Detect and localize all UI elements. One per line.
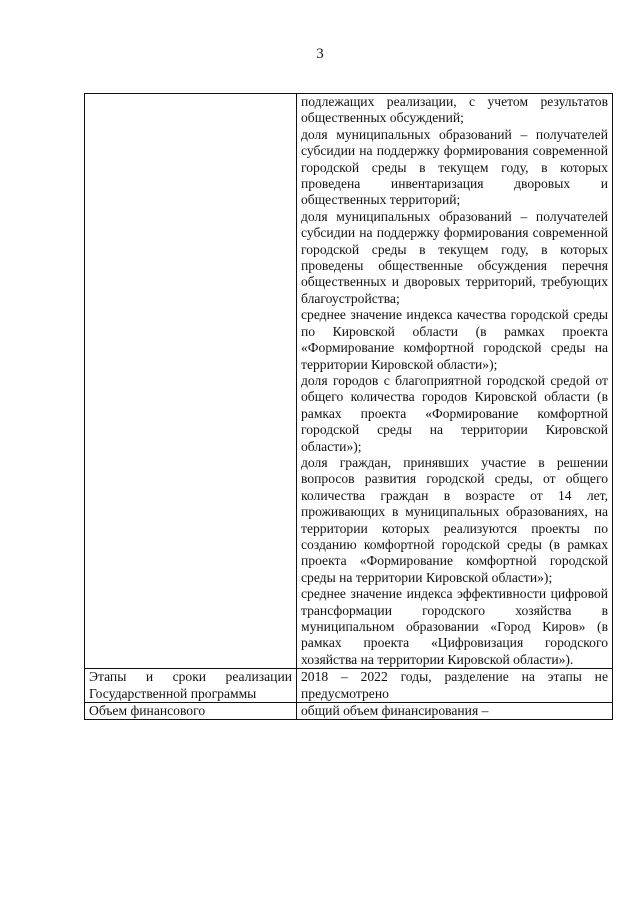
- row-label: Объем финансового: [85, 703, 297, 720]
- indicator-item: подлежащих реализации, с учетом результатов общественных обсуждений;: [301, 94, 608, 126]
- funding-text: общий объем финансирования –: [301, 703, 489, 719]
- row-value: [297, 94, 613, 669]
- indicator-item: доля муниципальных образований – получателей субсидии на поддержку формирования современной городской среды в текущем году, в которых проведена инвентаризация дворовых и общественных территорий;: [301, 126, 608, 208]
- row-label: [85, 94, 297, 669]
- stages-text: 2018 – 2022 годы, разделение на этапы не предусмотрено: [301, 669, 608, 701]
- indicator-item: среднее значение индекса качества городской среды по Кировской области (в рамках проекта «Формирование комфортной городской среды на территории Кировской области»);: [301, 307, 608, 372]
- table-row-funding: [85, 703, 613, 720]
- indicator-item: среднее значение индекса эффективности цифровой трансформации городского хозяйства в муниципальном образовании «Город Киров» (в рамках проекта «Цифровизация городского хозяйства на территории Кировской области»).: [301, 586, 608, 667]
- indicator-item: доля муниципальных образований – получателей субсидии на поддержку формирования современной городской среды в текущем году, в которых проведены общественные обсуждения перечня общественных и дворовых территорий, требующих благоустройства;: [301, 208, 608, 306]
- indicator-item: доля граждан, принявших участие в решении вопросов развития городской среды, от общего количества граждан в возрасте от 14 лет, проживающих в муниципальных образованиях, на территории которых реализуются проекты по созданию комфортной городской среды (в рамках проекта «Формирование комфортной городской среды на территории Кировской области»);: [301, 454, 608, 585]
- indicator-item: доля городов с благоприятной городской средой от общего количества городов Кировской области (в рамках проекта «Формирование комфортной городской среды на территории Кировской области»);: [301, 372, 608, 454]
- table-row-indicators: [85, 94, 613, 669]
- page-number: 3: [316, 46, 324, 62]
- program-passport-table: [84, 93, 613, 720]
- row-value: [297, 703, 613, 720]
- row-label: Этапы и сроки реализации Государственной программы: [85, 669, 297, 703]
- row-value: [297, 669, 613, 703]
- table-row-stages: [85, 669, 613, 703]
